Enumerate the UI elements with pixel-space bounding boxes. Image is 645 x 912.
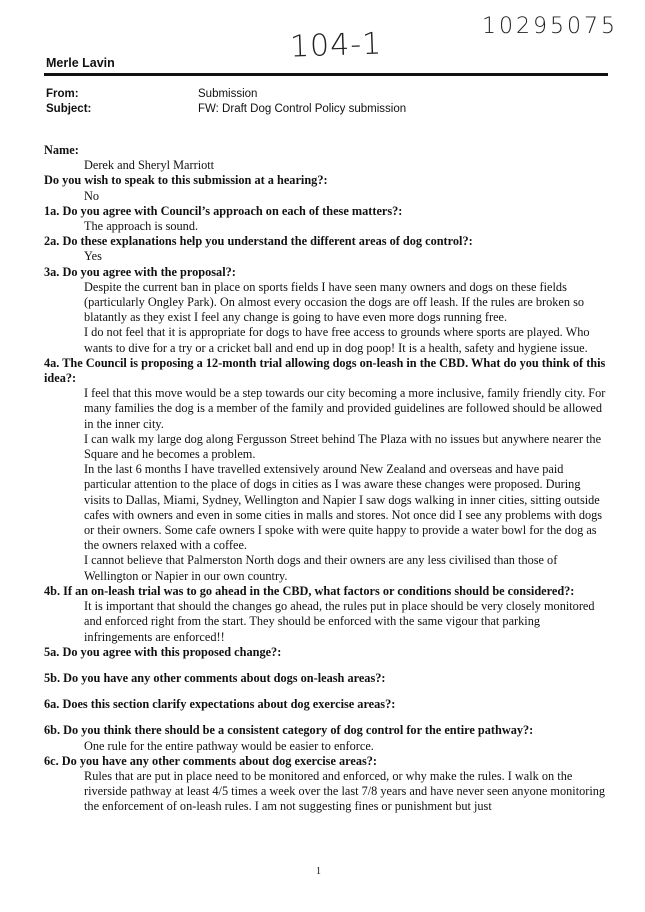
answer-4a-paragraph: In the last 6 months I have travelled extensively around New Zealand and overseas and have paid particular attention to the place of dogs in cities as I was aware these changes were proposed. During visits to Dallas, Miami, Sydney, Wellington and Napier I saw dogs walking in inner cities, sitting outside cafes with owners and even in some cities in malls and stores. Not once did I see any problems with dogs or their owners. Some cafe owners I spoke with were quite happy to provide a water bowl for the dog as the owners relaxed with a coffee. — [84, 462, 603, 553]
subject-label: Subject: — [46, 103, 92, 115]
question-name: Name: — [44, 143, 79, 157]
answer-6c: Rules that are put in place need to be monitored and enforced, or why make the rules. I walk on the riverside pathway at least 4/5 times a week over the last 7/8 years and have never seen anyone monitoring the enforcement of on-leash rules. I am not suggesting fines or punishment but just — [84, 768, 606, 814]
handwritten-reference: 104-1 — [289, 26, 383, 65]
answer-hearing: No — [84, 188, 100, 203]
answer-1a: The approach is sound. — [84, 219, 199, 234]
answer-4a-paragraph: I cannot believe that Palmerston North dogs and their owners are any less civilised than those of Wellington or Napier in our own country. — [84, 553, 558, 583]
question-5b: 5b. Do you have any other comments about dogs on-leash areas?: — [44, 670, 386, 685]
subject-value: FW: Draft Dog Control Policy submission — [198, 103, 407, 115]
question-2a: 2a. Do these explanations help you understand the different areas of dog control?: — [44, 234, 473, 249]
answer-2a: Yes — [84, 249, 102, 264]
question-4a: 4a. The Council is proposing a 12-month trial allowing dogs on-leash in the CBD. What do you think of this idea?: — [44, 355, 606, 386]
answer-3a-paragraph: Despite the current ban in place on sports fields I have seen many owners and dogs on these fields (particularly Ongley Park). On almost every occasion the dogs are off leash. If the rules are broken so blatantly as they exist I feel any change is going to have even more dogs running free. — [84, 279, 585, 325]
from-label: From: — [46, 88, 79, 100]
page-number: 1 — [316, 866, 321, 877]
question-5a: 5a. Do you agree with this proposed change?: — [44, 644, 282, 659]
from-value: Submission — [198, 88, 258, 100]
header-rule — [44, 73, 608, 76]
sender-name: Merle Lavin — [46, 56, 115, 70]
question-1a: 1a. Do you agree with Council’s approach on each of these matters?: — [44, 203, 403, 218]
submission-body — [44, 143, 608, 815]
answer-6b: One rule for the entire pathway would be easier to enforce. — [84, 738, 374, 753]
question-hearing: Do you wish to speak to this submission at a hearing?: — [44, 173, 328, 188]
question-6a: 6a. Does this section clarify expectations about dog exercise areas?: — [44, 697, 396, 712]
handwritten-document-number: 10295075 — [482, 14, 618, 39]
question-3a: 3a. Do you agree with the proposal?: — [44, 264, 236, 279]
answer-name: Derek and Sheryl Marriott — [84, 158, 215, 173]
answer-4a-paragraph: I can walk my large dog along Fergusson Street behind The Plaza with no issues but anywhere nearer the Square and he becomes a problem. — [84, 431, 602, 462]
answer-4b: It is important that should the changes go ahead, the rules put in place should be very closely monitored and enforced right from the start. They should be enforced with the same vigour that parking infringements are enforced!! — [84, 599, 595, 644]
answer-3a-paragraph: I do not feel that it is appropriate for dogs to have free access to grounds where sports are played. Who wants to dive for a try or a cricket ball and end up in dog poop! It is a health, safety and hygiene issue. — [84, 325, 590, 355]
question-4b: 4b. If an on-leash trial was to go ahead in the CBD, what factors or conditions should be considered?: — [44, 583, 575, 598]
question-6b: 6b. Do you think there should be a consistent category of dog control for the entire pathway?: — [44, 723, 534, 738]
answer-4a-paragraph: I feel that this move would be a step towards our city becoming a more inclusive, family friendly city. For many families the dog is a member of the family and provided guidelines are followed should be allowed in the inner city. — [84, 386, 606, 431]
question-6c: 6c. Do you have any other comments about dog exercise areas?: — [44, 753, 378, 768]
